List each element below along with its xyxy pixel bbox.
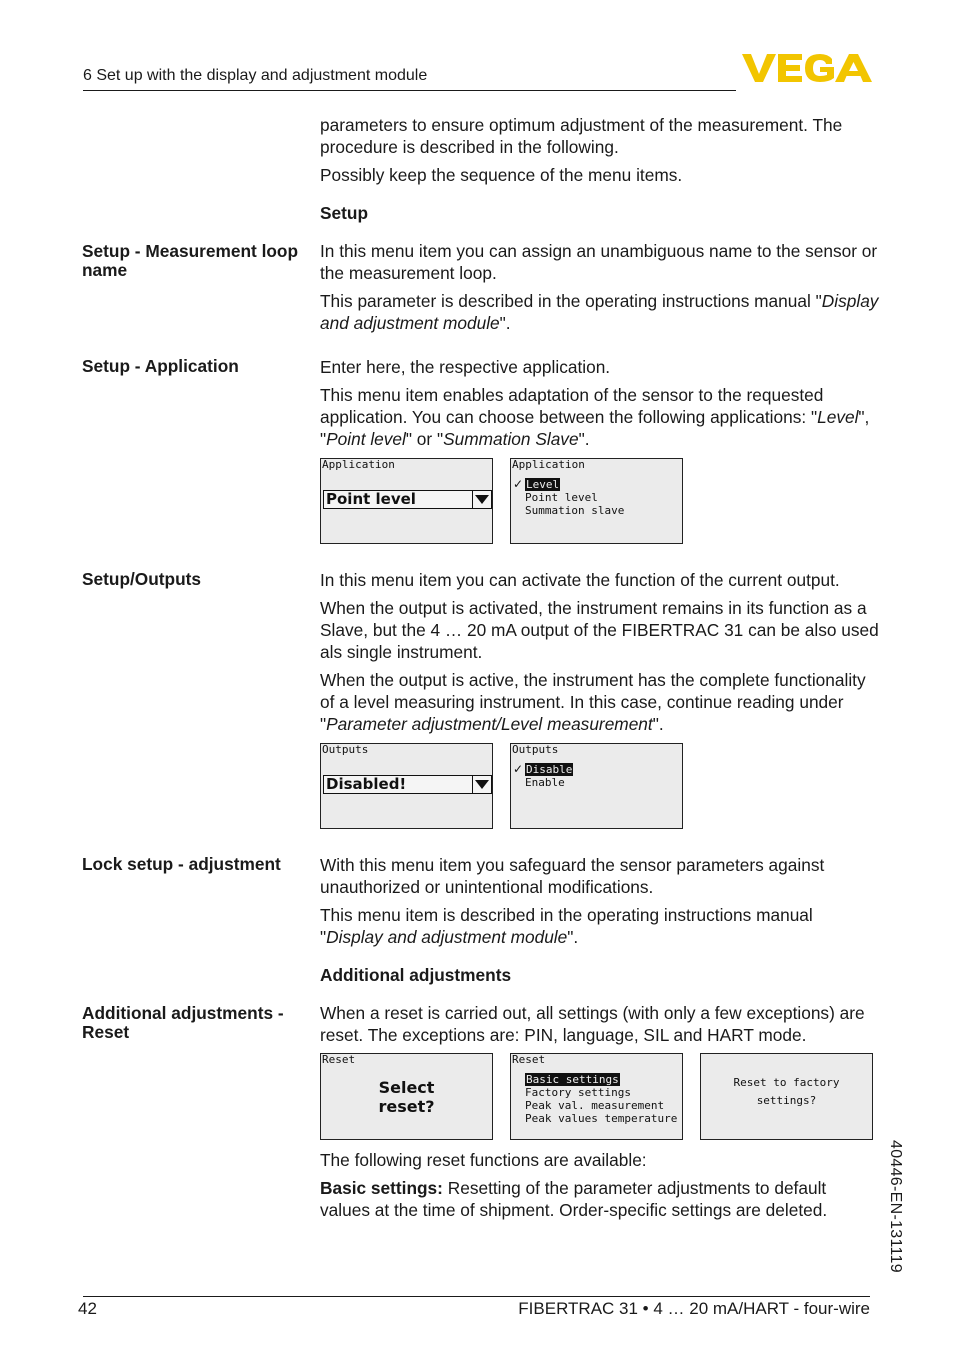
additional-heading: Additional adjustments xyxy=(320,965,512,985)
application-options-list xyxy=(525,478,624,517)
footer-title: FIBERTRAC 31 • 4 … 20 mA/HART - four-wire xyxy=(518,1299,870,1318)
side-heading-application: Setup - Application xyxy=(82,356,239,376)
dropdown-arrow-icon xyxy=(472,776,491,793)
intro-note: Possibly keep the sequence of the menu items. xyxy=(320,165,683,185)
outputs-active-paragraph: When the output is active, the instrument has the complete functionality of a level measuring instrument. In this case, continue reading under "Parameter adjustment/Level measurement". xyxy=(320,670,866,734)
list-item: Enable xyxy=(525,776,565,789)
screen-title: Outputs xyxy=(512,743,559,756)
application-paragraph: Enter here, the respective application. xyxy=(320,357,611,377)
outputs-options-list xyxy=(525,763,573,789)
list-item: Point level xyxy=(525,491,598,504)
list-item: Peak val. measurement xyxy=(525,1099,665,1112)
list-item: Summation slave xyxy=(525,504,625,517)
dropdown-arrow-icon xyxy=(472,491,491,508)
list-item: Disable xyxy=(526,763,573,776)
vega-logo xyxy=(742,52,872,89)
side-heading-outputs: Setup/Outputs xyxy=(82,569,202,589)
side-heading-reset: Additional adjustments - Reset xyxy=(82,1003,284,1042)
document-code: 40446-EN-131119 xyxy=(887,1140,904,1273)
screen-title: Outputs xyxy=(322,743,369,756)
reset-prompt-line1: Select xyxy=(378,1078,435,1097)
reset-screen-select xyxy=(320,1053,493,1140)
footer-rule xyxy=(83,1296,870,1297)
lock-reference: This menu item is described in the operating instructions manual "Display and adjustment module". xyxy=(320,905,813,947)
application-options-paragraph: This menu item enables adaptation of the sensor to the requested application. You can choose between the following applications: "Level", "Point level" or "Summation Slave". xyxy=(320,385,870,449)
reset-functions-intro: The following reset functions are available: xyxy=(320,1150,647,1170)
checkmark-icon: ✓ xyxy=(513,762,524,776)
reset-screen-confirm xyxy=(700,1053,873,1140)
basic-settings-paragraph: Basic settings: Resetting of the parameter adjustments to default values at the time of shipment. Order-specific settings are deleted. xyxy=(320,1178,828,1220)
reset-paragraph: When a reset is carried out, all settings (with only a few exceptions) are reset. The exceptions are: PIN, language, SIL and HART mode. xyxy=(320,1003,865,1045)
outputs-paragraph: In this menu item you can activate the function of the current output. xyxy=(320,570,840,590)
page-number: 42 xyxy=(78,1299,97,1318)
lock-paragraph: With this menu item you safeguard the sensor parameters against unauthorized or unintentional modifications. xyxy=(320,855,825,897)
header-rule xyxy=(83,90,736,91)
screen-title: Application xyxy=(512,458,585,471)
select-value: Point level xyxy=(326,490,416,508)
setup-heading: Setup xyxy=(320,203,369,223)
loop-name-paragraph: In this menu item you can assign an unambiguous name to the sensor or the measurement loop. xyxy=(320,241,878,283)
outputs-select xyxy=(323,775,492,794)
list-item: Basic settings xyxy=(526,1073,619,1086)
reset-options-list xyxy=(525,1073,677,1125)
application-screen-list xyxy=(510,458,683,544)
select-value: Disabled! xyxy=(326,775,407,793)
list-item: Level xyxy=(526,478,560,491)
reset-prompt-line2: reset? xyxy=(378,1097,435,1116)
screen-title: Reset xyxy=(512,1053,546,1066)
outputs-slave-paragraph: When the output is activated, the instrument remains in its function as a Slave, but the 4 … 20 mA output of the FIBERTRAC 31 can be also used als single instrument. xyxy=(320,598,879,662)
loop-name-reference: This parameter is described in the operating instructions manual "Display and adjustment module". xyxy=(320,291,879,333)
screen-title: Reset xyxy=(322,1053,356,1066)
screen-title: Application xyxy=(322,458,395,471)
outputs-screen-dropdown xyxy=(320,743,493,829)
outputs-screen-list xyxy=(510,743,683,829)
side-heading-loop-name: Setup - Measurement loop name xyxy=(82,241,299,280)
reset-screen-list xyxy=(510,1053,683,1140)
application-select xyxy=(323,490,492,509)
confirm-line2: settings? xyxy=(756,1094,817,1107)
list-item: Factory settings xyxy=(525,1086,631,1099)
application-screen-dropdown xyxy=(320,458,493,544)
intro-paragraph: parameters to ensure optimum adjustment of the measurement. The procedure is described in the following. xyxy=(320,115,843,157)
list-item: Peak values temperature xyxy=(525,1112,678,1125)
side-heading-lock: Lock setup - adjustment xyxy=(82,854,281,874)
running-header: 6 Set up with the display and adjustment module xyxy=(83,67,428,84)
confirm-line1: Reset to factory xyxy=(733,1076,840,1089)
checkmark-icon: ✓ xyxy=(513,477,524,491)
